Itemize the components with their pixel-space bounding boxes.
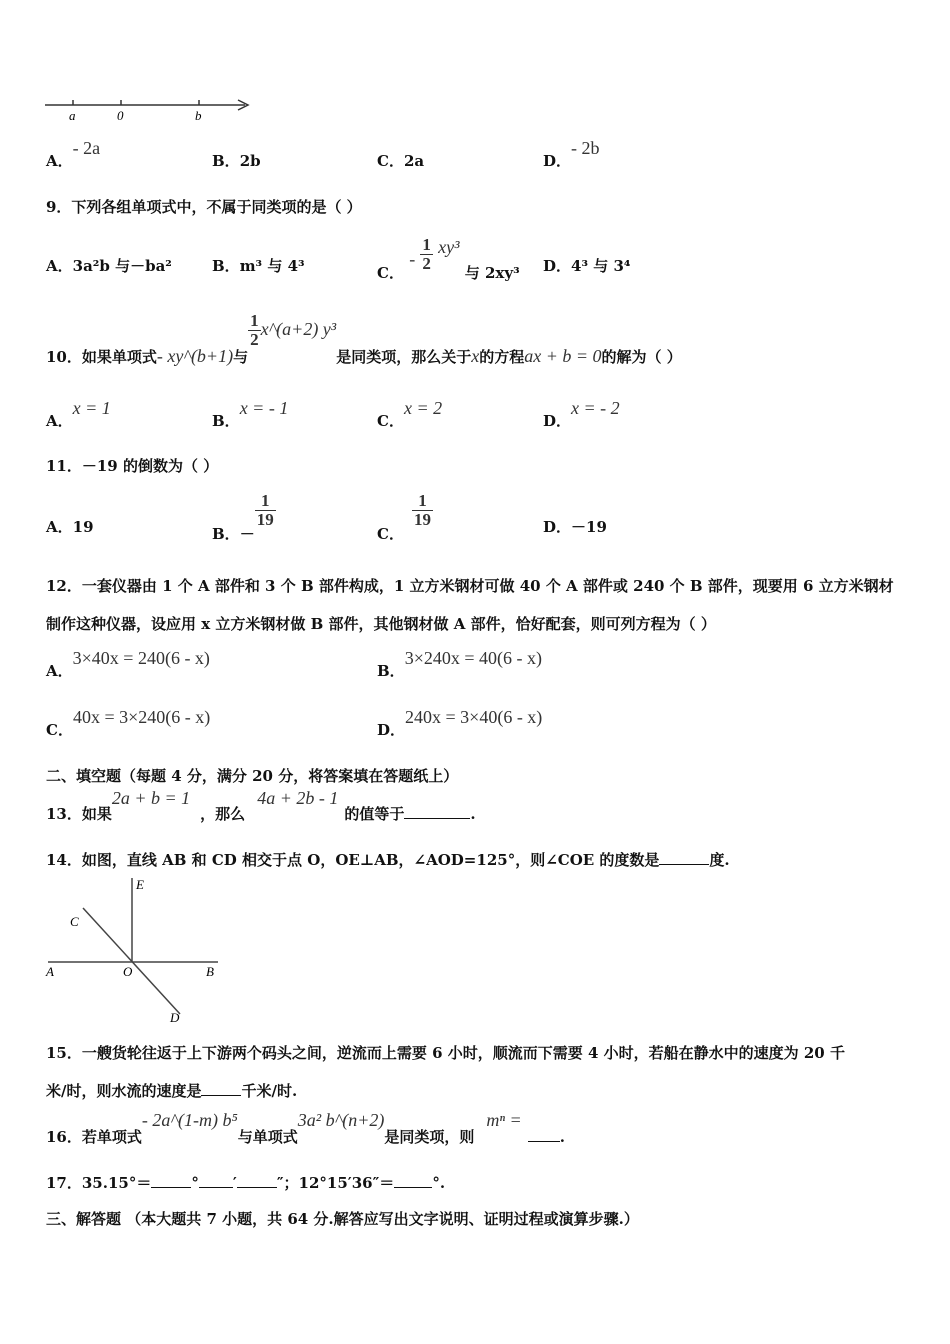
q9-option-d: D．4³ 与 3⁴ <box>543 257 631 275</box>
number-line-figure <box>40 92 260 127</box>
q10-option-a: A．x = 1 <box>46 398 111 430</box>
q15-stem-line2: 米/时，则水流的速度是 千米/时. <box>46 1082 298 1100</box>
q9-option-a: A．3a²b 与－ba² <box>46 257 172 275</box>
q16-stem: 16．若单项式- 2a^(1-m) b⁵与单项式3a² b^(n+2)是同类项，则mⁿ =. <box>46 1110 565 1146</box>
q11-stem: 11．－19 的倒数为（ ） <box>46 457 219 475</box>
label-d: D <box>170 1010 180 1025</box>
section-3-heading: 三、解答题 （本大题共 7 小题，共 64 分.解答应写出文字说明、证明过程或演算步骤.） <box>46 1210 639 1228</box>
q10-option-d: D．x = - 2 <box>543 398 620 430</box>
q11-option-c: C． $\frac{1}{19}$ <box>377 491 431 543</box>
q8-option-d: D．- 2b <box>543 138 600 170</box>
section-2-heading: 二、填空题（每题 4 分，满分 20 分，将答案填在答题纸上） <box>46 767 459 785</box>
label-a: a <box>69 108 76 123</box>
q8-option-c: C．2a <box>377 152 425 170</box>
q12-stem-line1: 12．一套仪器由 1 个 A 部件和 3 个 B 部件构成，1 立方米钢材可做 40 个 A 部件或 240 个 B 部件，现要用 6 立方米钢材 <box>46 577 894 595</box>
q13-stem: 13．如果2a + b = 1，那么4a + 2b - 1的值等于 . <box>46 788 476 823</box>
label-b: b <box>195 108 202 123</box>
q10-option-c: C．x = 2 <box>377 398 443 430</box>
label-c: C <box>70 914 79 929</box>
q14-stem: 14．如图，直线 AB 和 CD 相交于点 O，OE⊥AB，∠AOD=125°，则∠COE 的度数是 度. <box>46 851 730 869</box>
q10-stem: 10．如果单项式- xy^(b+1)与 $\frac{1}{2}$ x^(a+2) y³是同类项，那么关于x的方程ax + b = 0的解为（ ） <box>46 311 682 366</box>
q12-stem-line2: 制作这种仪器，设应用 x 立方米钢材做 B 部件，其他钢材做 A 部件，恰好配套，则可列方程为（ ） <box>46 615 716 633</box>
label-0: 0 <box>117 108 124 123</box>
label-a: A <box>46 964 54 979</box>
q10-option-b: B．x = - 1 <box>212 398 289 430</box>
q12-option-a: A．3×40x = 240(6 - x) <box>46 648 210 680</box>
q9-option-c: C． - $\frac{1}{2}$ xy³ 与 2xy³ <box>377 235 520 282</box>
label-o: O <box>123 964 133 979</box>
q14-figure <box>40 872 230 1027</box>
q11-option-d: D．－19 <box>543 518 607 536</box>
q15-stem-line1: 15．一艘货轮往返于上下游两个码头之间，逆流而上需要 6 小时，顺流而下需要 4 小时，若船在静水中的速度为 20 千 <box>46 1044 845 1062</box>
q17-stem: 17．35.15°＝ ° ′ ″；12°15′36″＝ °. <box>46 1174 446 1192</box>
label-b: B <box>206 964 214 979</box>
q8-option-b: B．2b <box>212 152 261 170</box>
q8-option-a: A．- 2a <box>46 138 101 170</box>
label-e: E <box>136 877 144 892</box>
q12-option-b: B．3×240x = 40(6 - x) <box>377 648 542 680</box>
q9-option-b: B．m³ 与 4³ <box>212 257 305 275</box>
q11-option-a: A．19 <box>46 518 94 536</box>
q11-option-b: B．－ $\frac{1}{19}$ <box>212 491 274 543</box>
q12-option-d: D．240x = 3×40(6 - x) <box>377 707 543 739</box>
q9-stem: 9．下列各组单项式中，不属于同类项的是（ ） <box>46 198 362 216</box>
q12-option-c: C．40x = 3×240(6 - x) <box>46 707 211 739</box>
